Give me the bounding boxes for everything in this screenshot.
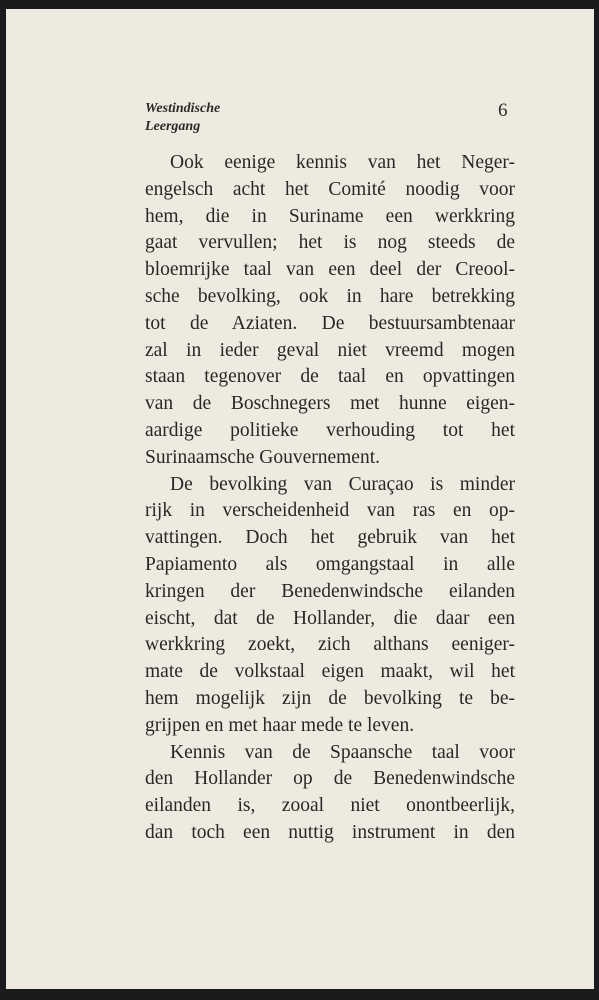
running-head-line-1: Westindische: [145, 101, 221, 116]
text-line: De bevolking van Curaçao is minder: [170, 473, 515, 495]
text-line: rijk in verscheidenheid van ras en op-: [145, 500, 515, 522]
paragraph: [145, 150, 515, 472]
text-line: Surinaamsche Gouvernement.: [145, 446, 381, 468]
paragraph: [145, 740, 515, 847]
text-line: eilanden is, zooal niet onontbeerlijk,: [145, 795, 515, 817]
text-line: bloemrijke taal van een deel der Creool-: [145, 259, 515, 281]
text-line: grijpen en met haar mede te leven.: [145, 714, 415, 736]
text-line: tot de Aziaten. De bestuursambtenaar: [145, 312, 515, 334]
text-line: engelsch acht het Comité noodig voor: [145, 178, 515, 200]
text-line: aardige politieke verhouding tot het: [145, 419, 515, 441]
text-line: zal in ieder geval niet vreemd mogen: [145, 339, 515, 361]
text-line: sche bevolking, ook in hare betrekking: [145, 285, 515, 307]
text-line: hem mogelijk zijn de bevolking te be-: [145, 687, 515, 709]
running-head-line-2: Leergang: [145, 119, 201, 134]
text-line: kringen der Benedenwindsche eilanden: [145, 580, 515, 602]
paragraph: [145, 472, 515, 740]
text-line: hem, die in Suriname een werkkring: [145, 205, 515, 227]
body-text: [145, 150, 515, 847]
page-number: 6: [498, 100, 508, 121]
text-line: werkkring zoekt, zich althans eeniger-: [145, 634, 515, 656]
text-line: Papiamento als omgangstaal in alle: [145, 553, 515, 575]
running-head: [145, 100, 220, 136]
text-line: eischt, dat de Hollander, die daar een: [145, 607, 515, 629]
text-line: van de Boschnegers met hunne eigen-: [145, 393, 515, 415]
text-line: den Hollander op de Benedenwindsche: [145, 768, 515, 790]
text-line: staan tegenover de taal en opvattingen: [145, 366, 515, 388]
text-line: dan toch een nuttig instrument in den: [145, 821, 515, 843]
text-line: Ook eenige kennis van het Neger-: [170, 152, 515, 173]
text-line: vattingen. Doch het gebruik van het: [145, 527, 515, 549]
text-line: mate de volkstaal eigen maakt, wil het: [145, 661, 515, 683]
text-line: gaat vervullen; het is nog steeds de: [145, 232, 515, 254]
text-line: Kennis van de Spaansche taal voor: [170, 741, 515, 763]
